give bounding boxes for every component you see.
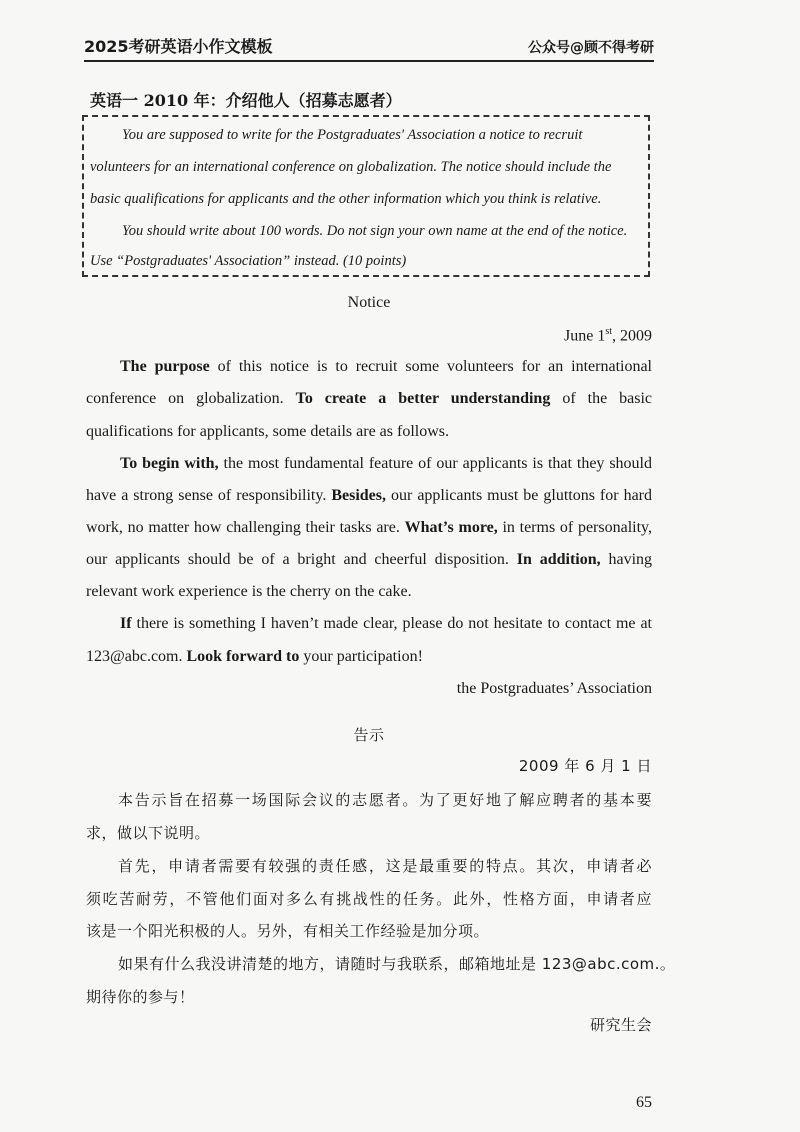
- paragraph-line: To begin with, the most fundamental feature of our applicants is that they should: [120, 455, 652, 472]
- prompt-line: volunteers for an international conference on globalization. The notice should include the: [90, 159, 612, 175]
- prompt-box: [82, 115, 650, 277]
- page-header: [84, 26, 654, 62]
- book-title: 2025考研英语小作文模板: [84, 37, 273, 56]
- prompt-line: You should write about 100 words. Do not sign your own name at the end of the notice.: [122, 223, 628, 239]
- notice-signature: the Postgraduates’ Association: [456, 680, 652, 697]
- notice-date: June 1st, 2009: [564, 326, 652, 345]
- chinese-line: 该是一个阳光积极的人。另外，有相关工作经验是加分项。: [86, 922, 490, 940]
- account-name: 公众号@顾不得考研: [528, 40, 654, 56]
- paragraph-line: 123@abc.com. Look forward to your participation!: [86, 648, 423, 665]
- chinese-title: 告示: [353, 726, 385, 744]
- chinese-date: 2009 年 6 月 1 日: [518, 757, 652, 775]
- prompt-line: basic qualifications for applicants and the other information which you think is relative.: [90, 191, 602, 207]
- chinese-line: 本告示旨在招募一场国际会议的志愿者。为了更好地了解应聘者的基本要: [118, 791, 652, 809]
- prompt-line: You are supposed to write for the Postgraduates' Association a notice to recruit: [122, 127, 583, 143]
- paragraph-line: our applicants should be of a bright and cheerful disposition. In addition, having: [86, 551, 653, 568]
- chinese-line: 如果有什么我没讲清楚的地方，请随时与我联系，邮箱地址是 123@abc.com.。: [118, 955, 676, 973]
- notice-title: Notice: [347, 294, 391, 311]
- section-title: 英语一 2010 年：介绍他人（招募志愿者）: [90, 91, 402, 110]
- chinese-line: 首先，申请者需要有较强的责任感，这是最重要的特点。其次，申请者必: [118, 857, 652, 875]
- paragraph-line: work, no matter how challenging their tasks are. What’s more, in terms of personality,: [86, 519, 652, 536]
- chinese-line: 求，做以下说明。: [86, 824, 211, 842]
- paragraph-line: relevant work experience is the cherry on the cake.: [86, 583, 412, 600]
- paragraph-line: qualifications for applicants, some details are as follows.: [86, 423, 450, 440]
- page-number: 65: [636, 1094, 652, 1111]
- chinese-signature: 研究生会: [589, 1016, 652, 1034]
- paragraph-line: conference on globalization. To create a better understanding of the basic: [86, 390, 653, 407]
- chinese-line: 期待你的参与！: [86, 988, 195, 1006]
- chinese-line: 须吃苦耐劳，不管他们面对多么有挑战性的任务。此外，性格方面，申请者应: [86, 890, 652, 908]
- paragraph-line: have a strong sense of responsibility. Besides, our applicants must be gluttons for hard: [86, 487, 653, 504]
- paragraph-line: The purpose of this notice is to recruit some volunteers for an international: [120, 358, 653, 375]
- paragraph-line: If there is something I haven’t made clear, please do not hesitate to contact me at: [120, 615, 652, 632]
- prompt-line: Use “Postgraduates' Association” instead. (10 points): [90, 253, 407, 269]
